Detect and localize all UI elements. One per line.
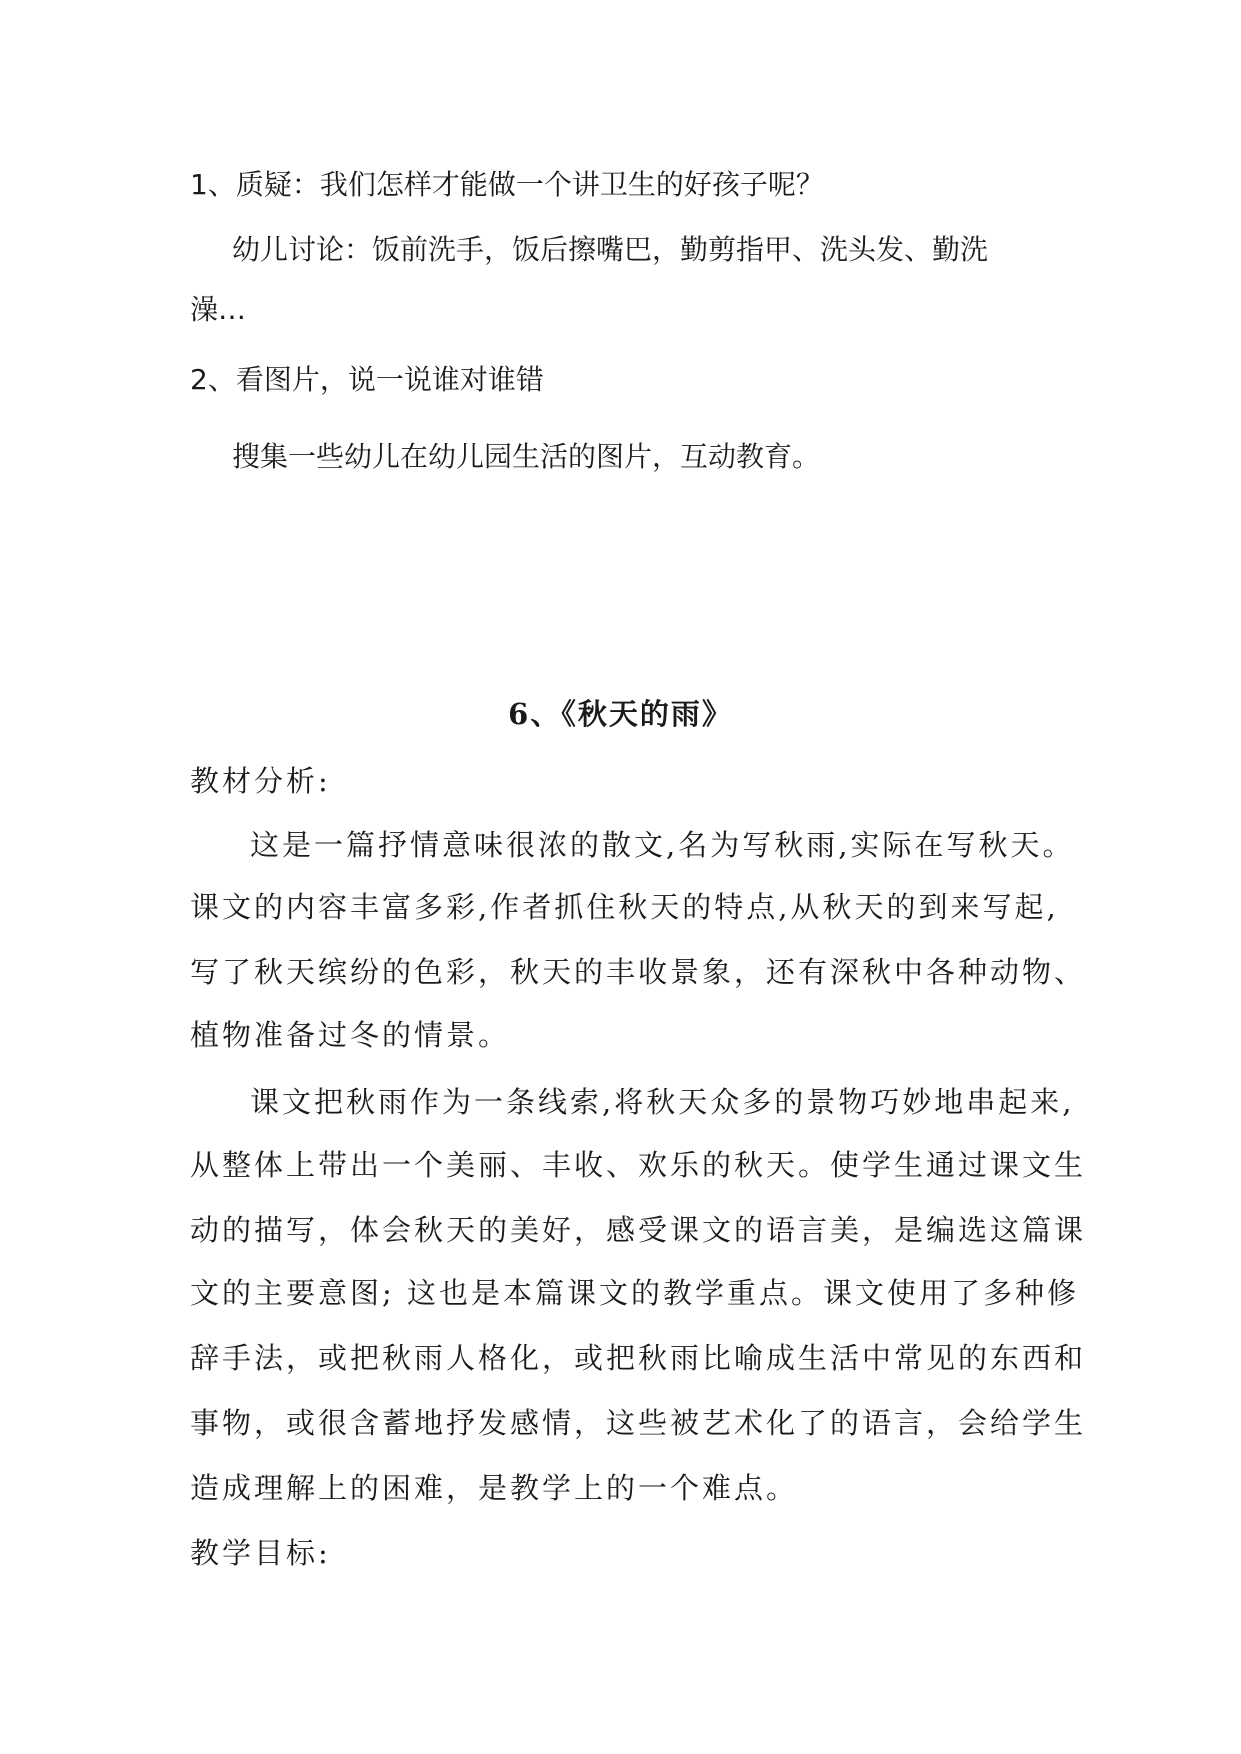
analysis-line: 写了秋天缤纷的色彩，秋天的丰收景象，还有深秋中各种动物、 xyxy=(190,955,1087,989)
item1-question: 1、质疑：我们怎样才能做一个讲卫生的好孩子呢？ xyxy=(190,168,824,201)
analysis-line: 这是一篇抒情意味很浓的散文,名为写秋雨,实际在写秋天。 xyxy=(250,828,1075,862)
item2-detail: 搜集一些幼儿在幼儿园生活的图片，互动教育。 xyxy=(232,440,821,473)
item2-heading: 2、看图片，说一说谁对谁错 xyxy=(190,363,544,396)
analysis-line: 从整体上带出一个美丽、丰收、欢乐的秋天。使学生通过课文生 xyxy=(190,1148,1087,1182)
item1-discussion-line1: 幼儿讨论：饭前洗手，饭后擦嘴巴，勤剪指甲、洗头发、勤洗 xyxy=(232,233,989,266)
analysis-line: 文的主要意图; 这也是本篇课文的教学重点。课文使用了多种修 xyxy=(190,1276,1079,1310)
analysis-line: 植物准备过冬的情景。 xyxy=(190,1018,511,1052)
analysis-line: 造成理解上的困难，是教学上的一个难点。 xyxy=(190,1471,799,1505)
analysis-line: 课文的内容丰富多彩,作者抓住秋天的特点,从秋天的到来写起, xyxy=(190,890,1059,924)
analysis-line: 课文把秋雨作为一条线索,将秋天众多的景物巧妙地串起来, xyxy=(250,1085,1075,1119)
analysis-heading: 教材分析: xyxy=(190,764,331,798)
lesson-title: 6、《秋天的雨》 xyxy=(508,697,733,731)
analysis-line: 辞手法，或把秋雨人格化，或把秋雨比喻成生活中常见的东西和 xyxy=(190,1341,1087,1375)
item1-discussion-line2: 澡… xyxy=(190,293,247,326)
analysis-line: 事物，或很含蓄地抒发感情，这些被艺术化了的语言，会给学生 xyxy=(190,1406,1087,1440)
goals-heading: 教学目标: xyxy=(190,1536,331,1570)
analysis-line: 动的描写，体会秋天的美好，感受课文的语言美，是编选这篇课 xyxy=(190,1213,1087,1247)
